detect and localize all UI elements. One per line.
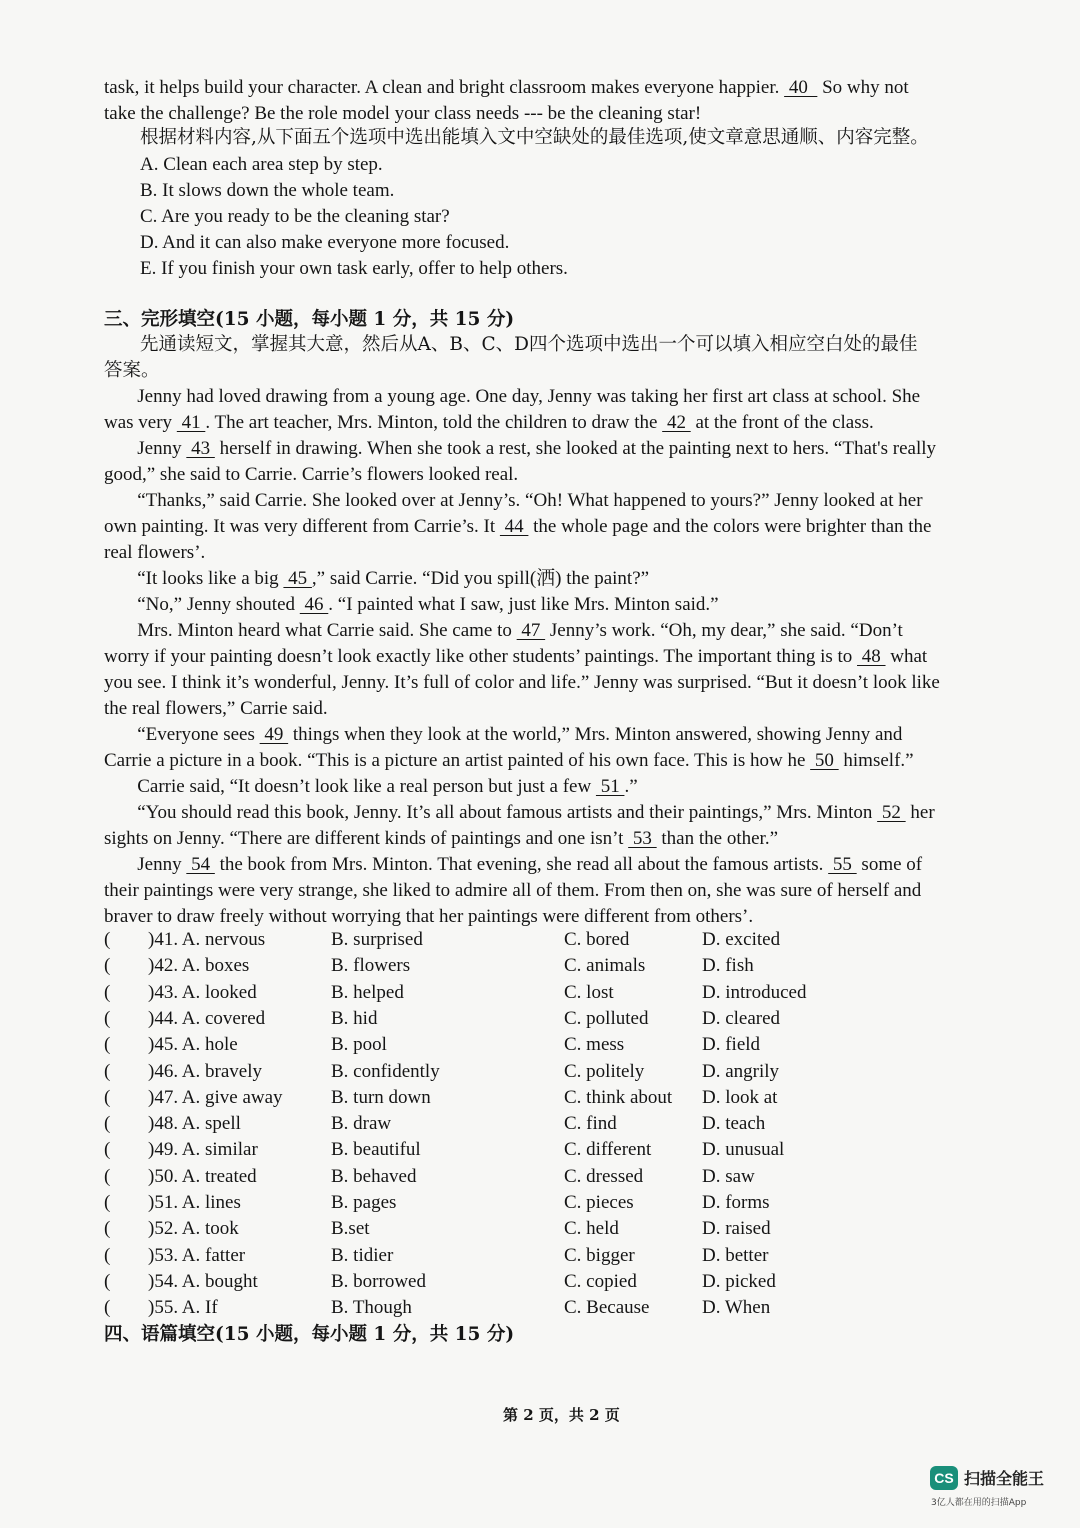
answer-bracket: ( xyxy=(104,1060,111,1082)
section-instruction: 先通读短文，掌握其大意，然后从A、B、C、D四个选项中选出一个可以填入相应空白处的最佳 xyxy=(140,334,918,355)
passage-line: worry if your painting doesn’t look exactly like other students’ paintings. The important thing is to 48 what xyxy=(104,646,928,667)
section-title: 三、完形填空(15 小题，每小题 1 分，共 15 分) xyxy=(104,309,515,330)
option-c: C. dressed xyxy=(564,1165,644,1187)
option-c: C. think about xyxy=(564,1086,673,1108)
blank-number: 52 xyxy=(877,802,906,823)
question-number-option-a: )43. A. looked xyxy=(148,981,257,1003)
blank-number: 48 xyxy=(857,646,886,667)
blank-number: 55 xyxy=(828,854,857,875)
passage-line: own painting. It was very different from Carrie’s. It 44 the whole page and the colors were brighter than the xyxy=(104,516,932,537)
option-c: C. find xyxy=(564,1113,617,1135)
blank-number: 42 xyxy=(662,412,691,433)
scanner-logo-icon: CS xyxy=(930,1466,958,1490)
option-c: C. polluted xyxy=(564,1007,649,1029)
answer-bracket: ( xyxy=(104,929,111,950)
option-c: C. held xyxy=(564,1218,619,1240)
passage-line: “It looks like a big 45 ,” said Carrie. “Did you spill(洒) the paint?” xyxy=(104,568,650,589)
option-d: D. forms xyxy=(702,1192,770,1213)
answer-bracket: ( xyxy=(104,1007,111,1029)
blank-number: 49 xyxy=(259,724,289,745)
answer-bracket: ( xyxy=(104,1034,111,1056)
blank-number: 46 xyxy=(299,594,329,615)
answer-bracket: ( xyxy=(104,1086,111,1108)
blank-number: 43 xyxy=(186,438,215,459)
option-b: B. flowers xyxy=(331,955,411,977)
passage-line: Jenny 43 herself in drawing. When she took a rest, she looked at the painting next to hers. “That's really xyxy=(104,438,937,459)
option-b: B. pool xyxy=(331,1034,387,1056)
passage-line: task, it helps build your character. A clean and bright classroom makes everyone happier. 40 So why not xyxy=(104,77,909,98)
question-number-option-a: )52. A. took xyxy=(148,1218,239,1240)
option-a: A. Clean each area step by step. xyxy=(140,154,383,175)
option-c: C. bigger xyxy=(564,1244,635,1266)
question-number-option-a: )44. A. covered xyxy=(148,1007,266,1029)
option-d: D. excited xyxy=(702,929,781,950)
question-number-option-a: )55. A. If xyxy=(148,1297,218,1319)
passage-line: you see. I think it’s wonderful, Jenny. It’s full of color and life.” Jenny was surprised. “But it doesn’t look like xyxy=(104,672,940,693)
answer-bracket: ( xyxy=(104,1244,111,1266)
option-c: C. politely xyxy=(564,1060,645,1082)
answer-bracket: ( xyxy=(104,955,111,977)
option-d: D. angrily xyxy=(702,1060,780,1082)
option-b: B. surprised xyxy=(331,929,423,950)
option-d: D. picked xyxy=(702,1270,776,1292)
option-d: D. fish xyxy=(702,955,754,977)
blank-number: 40 xyxy=(784,77,818,98)
answer-bracket: ( xyxy=(104,1297,111,1319)
option-c: C. copied xyxy=(564,1270,637,1292)
option-b: B.set xyxy=(331,1218,370,1240)
passage-line: take the challenge? Be the role model your class needs --- be the cleaning star! xyxy=(104,103,702,124)
option-d: D. introduced xyxy=(702,981,807,1003)
passage-line: “No,” Jenny shouted 46 . “I painted what I saw, just like Mrs. Minton said.” xyxy=(104,594,719,615)
blank-number: 44 xyxy=(499,516,529,537)
answer-bracket: ( xyxy=(104,1139,111,1161)
option-b: B. hid xyxy=(331,1007,378,1029)
option-b: B. turn down xyxy=(331,1086,431,1108)
option-b: B. helped xyxy=(331,981,404,1003)
option-c: C. Because xyxy=(564,1297,650,1319)
option-e: E. If you finish your own task early, offer to help others. xyxy=(140,258,568,279)
blank-number: 47 xyxy=(516,620,546,641)
passage-line: “You should read this book, Jenny. It’s all about famous artists and their paintings,” Mrs. Minton 52 her xyxy=(104,802,935,823)
option-c: C. pieces xyxy=(564,1192,634,1213)
blank-number: 53 xyxy=(628,828,657,849)
option-d: D. unusual xyxy=(702,1139,785,1161)
option-c: C. Are you ready to be the cleaning star? xyxy=(140,206,450,227)
option-b: B. draw xyxy=(331,1113,392,1135)
blank-number: 41 xyxy=(176,412,206,433)
option-c: C. bored xyxy=(564,929,630,950)
option-b: B. borrowed xyxy=(331,1270,426,1292)
option-d: D. better xyxy=(702,1244,769,1266)
option-d: D. field xyxy=(702,1034,761,1056)
question-number-option-a: )42. A. boxes xyxy=(148,955,250,977)
option-d: D. And it can also make everyone more focused. xyxy=(140,232,510,253)
passage-line: “Everyone sees 49 things when they look at the world,” Mrs. Minton answered, showing Jenny and xyxy=(104,724,903,745)
option-d: D. raised xyxy=(702,1218,771,1240)
question-number-option-a: )54. A. bought xyxy=(148,1270,258,1292)
option-c: C. animals xyxy=(564,955,646,977)
answer-bracket: ( xyxy=(104,1218,111,1240)
question-number-option-a: )46. A. bravely xyxy=(148,1060,262,1082)
answer-bracket: ( xyxy=(104,981,111,1003)
option-d: D. teach xyxy=(702,1113,766,1135)
passage-line: Carrie said, “It doesn’t look like a real person but just a few 51 .” xyxy=(104,776,638,797)
passage-line: their paintings were very strange, she liked to admire all of them. From then on, she was sure of herself and xyxy=(104,880,922,901)
question-number-option-a: )48. A. spell xyxy=(148,1113,241,1135)
option-c: C. mess xyxy=(564,1034,625,1056)
blank-number: 50 xyxy=(810,750,839,771)
option-c: C. different xyxy=(564,1139,652,1161)
passage-line: good,” she said to Carrie. Carrie’s flowers looked real. xyxy=(104,464,519,485)
option-d: D. look at xyxy=(702,1086,778,1108)
option-b: B. Though xyxy=(331,1297,412,1319)
passage-line: braver to draw freely without worrying that her paintings were different from others’. xyxy=(104,906,754,927)
answer-bracket: ( xyxy=(104,1165,111,1187)
scanner-tagline: 3亿人都在用的扫描App xyxy=(931,1498,1027,1508)
option-c: C. lost xyxy=(564,981,614,1003)
passage-line: Jenny 54 the book from Mrs. Minton. That evening, she read all about the famous artists. 55 some of xyxy=(104,854,923,875)
question-number-option-a: )53. A. fatter xyxy=(148,1244,246,1266)
option-b: B. tidier xyxy=(331,1244,394,1266)
option-b: B. behaved xyxy=(331,1165,417,1187)
page-footer: 第 2 页，共 2 页 xyxy=(503,1406,620,1424)
passage-line: real flowers’. xyxy=(104,542,206,563)
answer-bracket: ( xyxy=(104,1192,111,1213)
scanner-name: 扫描全能王 xyxy=(964,1469,1045,1488)
option-b: B. beautiful xyxy=(331,1139,421,1161)
passage-line: sights on Jenny. “There are different kinds of paintings and one isn’t 53 than the other.” xyxy=(104,828,779,849)
passage-line: “Thanks,” said Carrie. She looked over at Jenny’s. “Oh! What happened to yours?” Jenny looked at her xyxy=(104,490,923,511)
section-instruction: 答案。 xyxy=(104,360,160,381)
blank-number: 45 xyxy=(283,568,312,589)
passage-line: was very 41 . The art teacher, Mrs. Minton, told the children to draw the 42 at the front of the class. xyxy=(104,412,874,433)
passage-line: the real flowers,” Carrie said. xyxy=(104,698,328,719)
answer-bracket: ( xyxy=(104,1270,111,1292)
option-b: B. It slows down the whole team. xyxy=(140,180,395,201)
question-number-option-a: )50. A. treated xyxy=(148,1165,257,1187)
option-b: B. pages xyxy=(331,1192,397,1213)
passage-line: Jenny had loved drawing from a young age. One day, Jenny was taking her first art class at school. She xyxy=(104,386,921,407)
option-d: D. cleared xyxy=(702,1007,781,1029)
option-d: D. saw xyxy=(702,1165,755,1187)
question-number-option-a: )41. A. nervous xyxy=(148,929,266,950)
blank-number: 54 xyxy=(186,854,215,875)
question-number-option-a: )49. A. similar xyxy=(148,1139,258,1161)
option-d: D. When xyxy=(702,1297,771,1319)
task-instruction: 根据材料内容,从下面五个选项中选出能填入文中空缺处的最佳选项,使文章意思通顺、内容完整。 xyxy=(140,127,929,148)
option-b: B. confidently xyxy=(331,1060,440,1082)
answer-bracket: ( xyxy=(104,1113,111,1135)
question-number-option-a: )45. A. hole xyxy=(148,1034,238,1056)
question-number-option-a: )47. A. give away xyxy=(148,1086,283,1108)
question-number-option-a: )51. A. lines xyxy=(148,1192,241,1213)
passage-line: Carrie a picture in a book. “This is a picture an artist painted of his own face. This is how he 50 himself.” xyxy=(104,750,914,771)
blank-number: 51 xyxy=(595,776,625,797)
passage-line: Mrs. Minton heard what Carrie said. She came to 47 Jenny’s work. “Oh, my dear,” she said. “Don’t xyxy=(104,620,903,641)
section-title: 四、语篇填空(15 小题，每小题 1 分，共 15 分) xyxy=(104,1324,515,1345)
